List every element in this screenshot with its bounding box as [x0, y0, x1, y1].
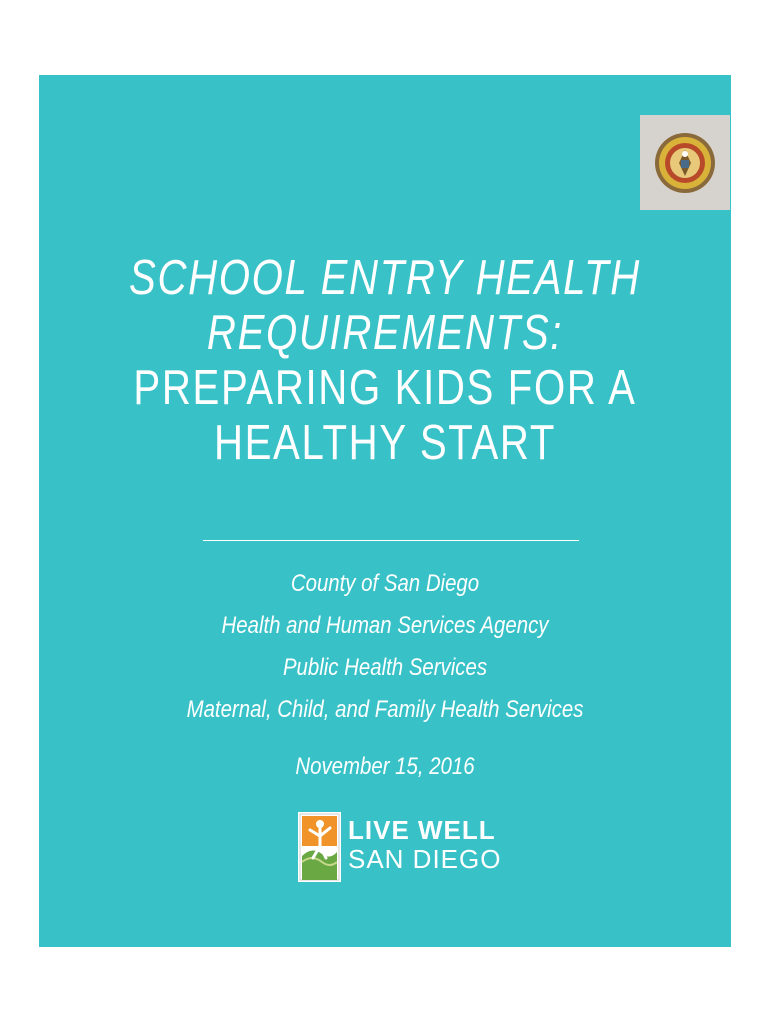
- logo-line-2: SAN DIEGO: [348, 844, 502, 874]
- live-well-mark: [298, 812, 341, 882]
- county-seal: [640, 115, 730, 210]
- title-slide: [39, 75, 731, 947]
- title-line-2: REQUIREMENTS:: [206, 306, 564, 360]
- presenter-line-2: Health and Human Services Agency: [221, 612, 549, 639]
- presenter-line-4: Maternal, Child, and Family Health Services: [186, 696, 584, 723]
- presentation-date: November 15, 2016: [295, 753, 475, 780]
- logo-line-1: LIVE WELL: [348, 815, 496, 845]
- presenter-line-3: Public Health Services: [282, 654, 488, 681]
- live-well-logo: [298, 812, 502, 884]
- title-line-3: PREPARING KIDS FOR A: [133, 361, 637, 415]
- live-well-figure-icon: [298, 812, 341, 882]
- title-divider: [203, 540, 579, 541]
- title-line-1: SCHOOL ENTRY HEALTH: [129, 251, 641, 305]
- presenter-block: [91, 563, 679, 731]
- presenter-line-1: County of San Diego: [290, 570, 480, 597]
- live-well-wordmark: [348, 816, 501, 874]
- county-seal-icon: [654, 132, 716, 194]
- slide-title: [101, 251, 668, 471]
- title-line-4: HEALTHY START: [213, 416, 557, 470]
